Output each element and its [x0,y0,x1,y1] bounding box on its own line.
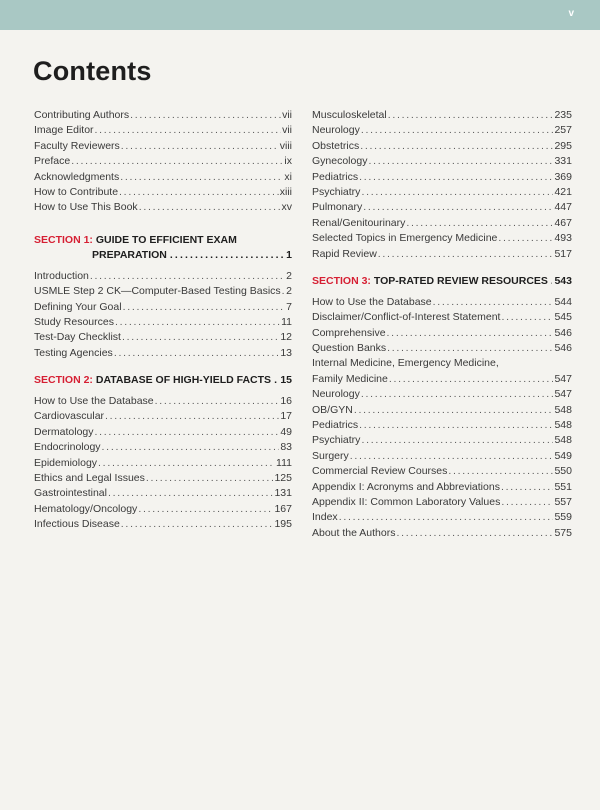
page-title: Contents [33,56,152,86]
toc-entry[interactable]: Test-Day Checklist . . . 12 [34,330,292,345]
toc-entry[interactable]: How to Use This Book . . . xv [34,200,292,215]
toc-entry[interactable]: Preface . . . ix [34,154,292,169]
toc-entry[interactable]: How to Use the Database . . . 544 [312,295,572,310]
toc-entry[interactable]: Commercial Review Courses . . . 550 [312,464,572,479]
toc-entry[interactable]: Selected Topics in Emergency Medicine . . . 493 [312,231,572,246]
toc-entry[interactable]: Image Editor . . . vii [34,123,292,138]
toc-entry[interactable]: About the Authors . . . 575 [312,526,572,541]
toc-entry[interactable]: Gynecology . . . 331 [312,154,572,169]
toc-entry[interactable]: Family Medicine . . . 547 [312,372,572,387]
toc-entry[interactable]: Contributing Authors . . . vii [34,108,292,123]
toc-entry[interactable]: Infectious Disease . . . 195 [34,517,292,532]
toc-entry[interactable]: Faculty Reviewers . . . viii [34,139,292,154]
toc-entry[interactable]: Pulmonary . . . 447 [312,200,572,215]
toc-entry[interactable]: Testing Agencies . . . 13 [34,346,292,361]
toc-entry[interactable]: Psychiatry . . . 548 [312,433,572,448]
toc-entry[interactable]: Index . . . 559 [312,510,572,525]
toc-entry[interactable]: Pediatrics . . . 369 [312,170,572,185]
toc-entry[interactable]: Study Resources . . . 11 [34,315,292,330]
header-band [0,0,600,30]
toc-entry[interactable]: Disclaimer/Conflict-of-Interest Statement . . . 545 [312,310,572,325]
page-number: v [568,8,574,19]
section-3-label: SECTION 3: [312,274,371,287]
toc-entry[interactable]: Appendix II: Common Laboratory Values . . . 557 [312,495,572,510]
toc-entry[interactable]: Dermatology . . . 49 [34,425,292,440]
toc-entry[interactable]: Neurology . . . 547 [312,387,572,402]
toc-right-column [312,108,572,541]
toc-entry[interactable]: OB/GYN . . . 548 [312,403,572,418]
toc-entry[interactable]: USMLE Step 2 CK—Computer-Based Testing Basics . . . 2 [34,284,292,299]
toc-entry[interactable]: Ethics and Legal Issues . . . 125 [34,471,292,486]
toc-entry[interactable]: Question Banks . . . 546 [312,341,572,356]
toc-entry[interactable]: Epidemiology . . . 111 [34,456,292,471]
toc-entry[interactable]: Neurology . . . 257 [312,123,572,138]
section-2-heading[interactable]: SECTION 2: DATABASE OF HIGH-YIELD FACTS . . . 15 [34,373,292,388]
toc-entry[interactable]: Acknowledgments . . . xi [34,170,292,185]
toc-entry[interactable]: Renal/Genitourinary . . . 467 [312,216,572,231]
toc-entry[interactable]: Endocrinology . . . 83 [34,440,292,455]
toc-entry[interactable]: How to Contribute . . . xiii [34,185,292,200]
section-2-label: SECTION 2: [34,374,93,387]
section-1-heading[interactable]: SECTION 1: GUIDE TO EFFICIENT EXAM PREPARATION . . . 1 [34,233,292,263]
section-3-heading[interactable]: SECTION 3: TOP-RATED REVIEW RESOURCES . . . 543 [312,274,572,289]
toc-entry[interactable]: Appendix I: Acronyms and Abbreviations . . . 551 [312,480,572,495]
toc-entry[interactable]: Comprehensive . . . 546 [312,326,572,341]
toc-entry[interactable]: Surgery . . . 549 [312,449,572,464]
toc-entry[interactable]: Hematology/Oncology . . . 167 [34,502,292,517]
toc-entry[interactable]: Gastrointestinal . . . 131 [34,486,292,501]
toc-entry[interactable]: Psychiatry . . . 421 [312,185,572,200]
toc-entry[interactable]: How to Use the Database . . . 16 [34,394,292,409]
toc-entry[interactable]: Introduction . . . 2 [34,269,292,284]
toc-entry[interactable]: Cardiovascular . . . 17 [34,409,292,424]
section-1-label: SECTION 1: [34,233,93,246]
toc-entry[interactable]: Musculoskeletal . . . 235 [312,108,572,123]
toc-left-column [34,108,292,533]
toc-entry[interactable]: Pediatrics . . . 548 [312,418,572,433]
toc-entry-multiline-first[interactable]: Internal Medicine, Emergency Medicine, [312,357,499,370]
toc-entry[interactable]: Obstetrics . . . 295 [312,139,572,154]
toc-entry[interactable]: Defining Your Goal . . . 7 [34,300,292,315]
toc-entry[interactable]: Rapid Review . . . 517 [312,247,572,262]
